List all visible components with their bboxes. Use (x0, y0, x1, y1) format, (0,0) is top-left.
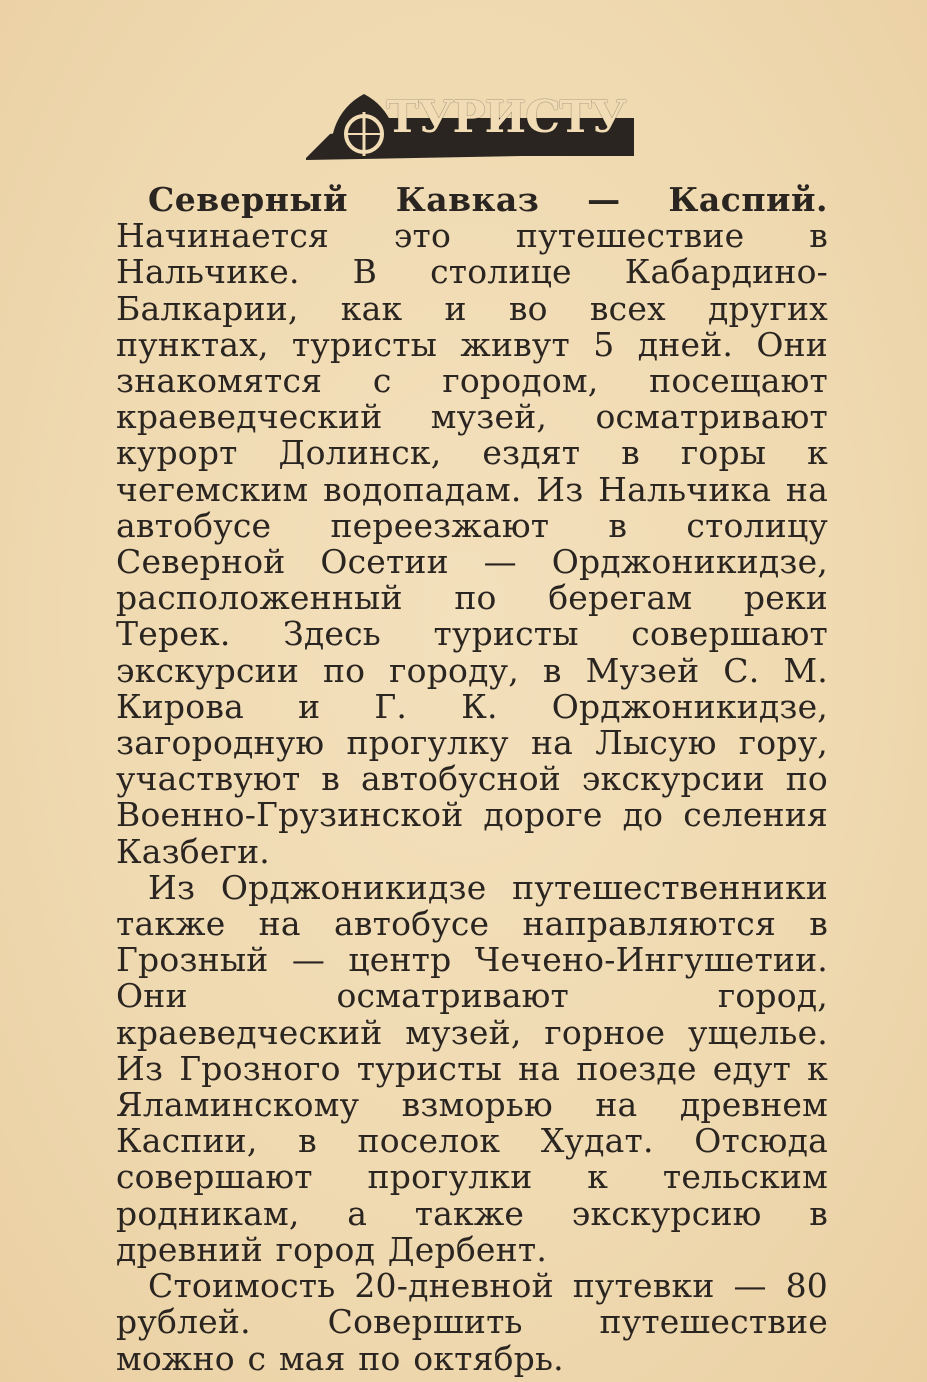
paragraph-2: Из Орджоникидзе путешественники также на автобусе направляются в Грозный — центр Чечено-Ингушетии. Они осматривают город, краеведческий музей, горное ущелье. Из Грозного туристы на поезде едут к Яламинскому взморью на древнем Каспии, в поселок Худат. Отсюда совершают прогулки к тельским родникам, а также экскурсию в древний город Дербент. (116, 867, 828, 1269)
section-title: ТУРИСТУ (386, 92, 626, 143)
section-header (300, 90, 640, 162)
paragraph-3: Стоимость 20-дневной путевки — 80 рублей. Совершить путешествие можно с мая по октябрь. (116, 1266, 828, 1378)
article-headline: Северный Кавказ — Каспий. (148, 180, 828, 219)
article-body (116, 182, 828, 1377)
paragraph-1 (116, 182, 828, 870)
paragraph-1-text: Начинается это путешествие в Нальчике. В столице Кабардино-Балкарии, как и во всех других пунктах, туристы живут 5 дней. Они знакомятся с городом, посещают краеведческий музей, осматривают курорт Долинск, ездят в горы к чегемским водопадам. Из Нальчика на автобусе переезжают в столицу Северной Осетии — Орджоникидзе, расположенный по берегам реки Терек. Здесь туристы совершают экскурсии по городу, в Музей С. М. Кирова и Г. К. Орджоникидзе, загородную прогулку на Лысую гору, участвуют в автобусной экскурсии по Военно-Грузинской дороге до селения Казбеги. (116, 216, 828, 871)
